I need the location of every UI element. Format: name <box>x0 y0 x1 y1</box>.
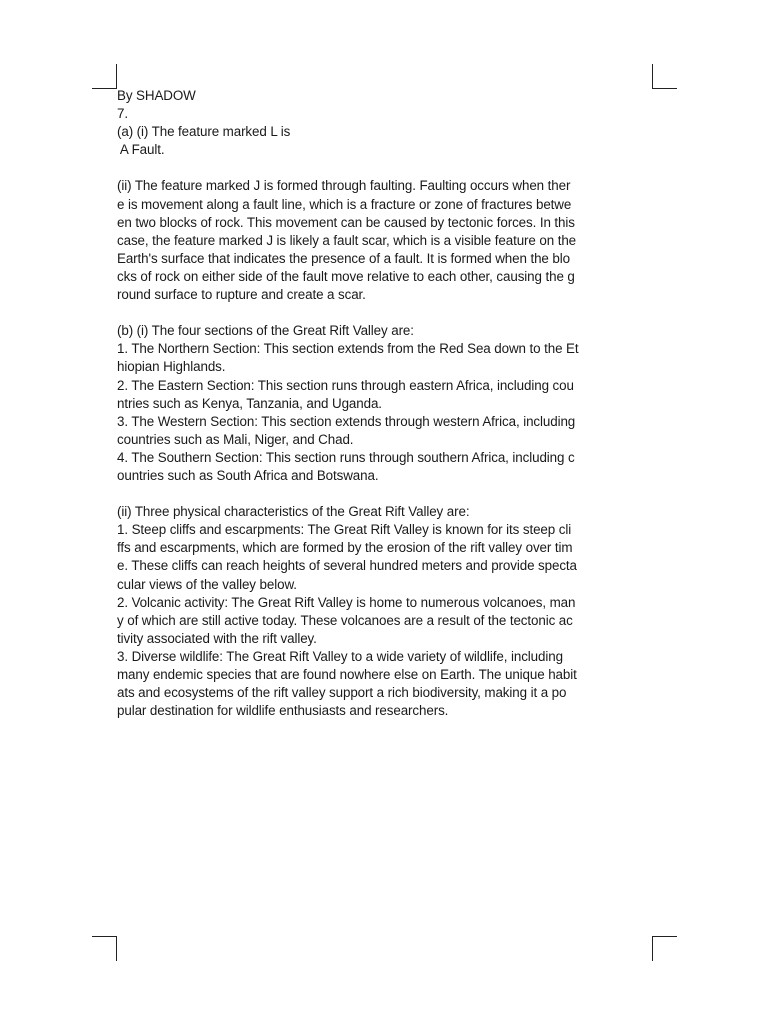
text-line: round surface to rupture and create a scar. <box>117 287 366 303</box>
author-line: By SHADOW <box>117 88 196 103</box>
text-line: cks of rock on either side of the fault move relative to each other, causing the g <box>117 268 575 284</box>
text-line: 2. Volcanic activity: The Great Rift Valley is home to numerous volcanoes, man <box>117 594 576 610</box>
text-line: 1. The Northern Section: This section extends from the Red Sea down to the Et <box>117 341 579 357</box>
text-line: Earth's surface that indicates the presence of a fault. It is formed when the blo <box>117 250 570 266</box>
text-line: case, the feature marked J is likely a fault scar, which is a visible feature on the <box>117 232 577 248</box>
text-line: ffs and escarpments, which are formed by the erosion of the rift valley over tim <box>117 540 573 556</box>
paragraph-spacer <box>117 485 657 503</box>
text-line: e. These cliffs can reach heights of several hundred meters and provide specta <box>117 558 577 574</box>
crop-mark-top-left <box>92 64 117 89</box>
text-line: ntries such as Kenya, Tanzania, and Uganda. <box>117 395 382 411</box>
text-line: ats and ecosystems of the rift valley support a rich biodiversity, making it a po <box>117 685 567 701</box>
text-line: A Fault. <box>117 142 165 158</box>
text-line: tivity associated with the rift valley. <box>117 630 317 646</box>
text-line: cular views of the valley below. <box>117 576 297 592</box>
text-line: (ii) The feature marked J is formed through faulting. Faulting occurs when ther <box>117 178 571 194</box>
text-line: many endemic species that are found nowhere else on Earth. The unique habit <box>117 667 577 682</box>
text-line: e is movement along a fault line, which is a fracture or zone of fractures betwe <box>117 196 572 212</box>
text-line: 3. Diverse wildlife: The Great Rift Valley to a wide variety of wildlife, including <box>117 648 563 664</box>
crop-mark-bottom-left <box>92 936 117 961</box>
text-line: 3. The Western Section: This section extends through western Africa, including <box>117 413 576 429</box>
text-line: countries such as Mali, Niger, and Chad. <box>117 431 354 447</box>
text-line: en two blocks of rock. This movement can be caused by tectonic forces. In this <box>117 214 575 230</box>
text-line: ountries such as South Africa and Botswana. <box>117 467 379 483</box>
text-line: 2. The Eastern Section: This section runs through eastern Africa, including cou <box>117 377 574 393</box>
paragraph-spacer <box>117 159 657 177</box>
crop-mark-top-right <box>652 64 677 89</box>
text-line: (b) (i) The four sections of the Great Rift Valley are: <box>117 323 414 339</box>
text-line: (ii) Three physical characteristics of the Great Rift Valley are: <box>117 504 470 520</box>
text-line: 1. Steep cliffs and escarpments: The Great Rift Valley is known for its steep cli <box>117 522 572 538</box>
question-number: 7. <box>117 106 128 122</box>
paragraph-spacer <box>117 304 657 322</box>
text-line: y of which are still active today. These volcanoes are a result of the tectonic ac <box>117 612 573 628</box>
text-line: pular destination for wildlife enthusiasts and researchers. <box>117 703 449 719</box>
text-line: hiopian Highlands. <box>117 359 226 375</box>
document-body <box>117 87 657 720</box>
text-line: (a) (i) The feature marked L is <box>117 124 291 140</box>
text-line: 4. The Southern Section: This section runs through southern Africa, including c <box>117 449 575 465</box>
crop-mark-bottom-right <box>652 936 677 961</box>
